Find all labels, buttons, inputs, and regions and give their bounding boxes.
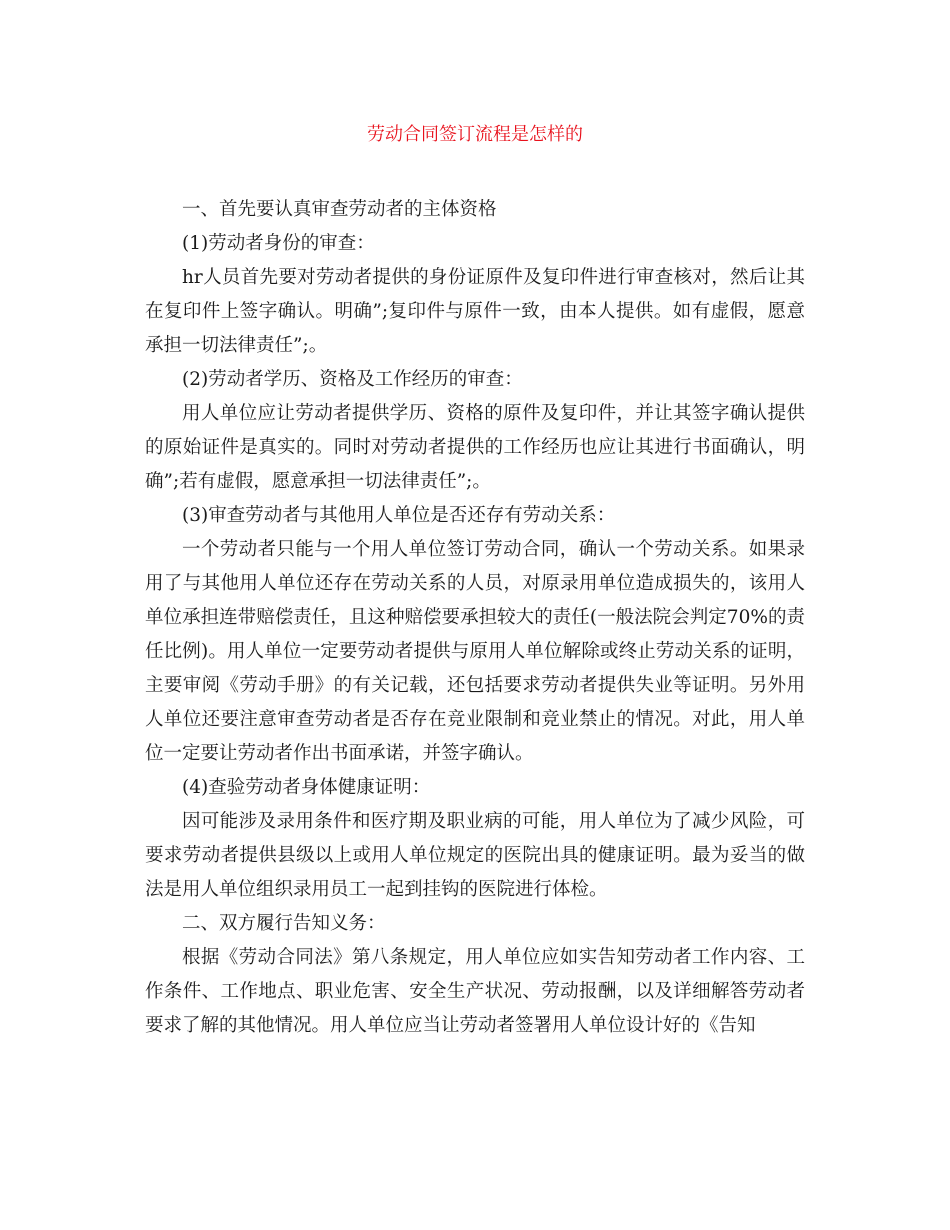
subheading-labor-relation-check: (3)审查劳动者与其他用人单位是否还存有劳动关系：: [182, 505, 616, 526]
section-heading-1: 一、首先要认真审查劳动者的主体资格: [182, 199, 497, 220]
subheading-identity-check: (1)劳动者身份的审查：: [182, 233, 375, 254]
document-title: 劳动合同签订流程是怎样的: [367, 124, 583, 145]
document-body: [145, 193, 805, 1043]
subheading-qualification-check: (2)劳动者学历、资格及工作经历的审查：: [182, 369, 523, 390]
subheading-health-check: (4)查验劳动者身体健康证明：: [182, 777, 431, 798]
paragraph-qualification-check: 用人单位应让劳动者提供学历、资格的原件及复印件，并让其签字确认提供的原始证件是真实的。同时对劳动者提供的工作经历也应让其进行书面确认，明确”;若有虚假，愿意承担一切法律责任”;。: [145, 403, 805, 492]
section-heading-2: 二、双方履行告知义务：: [182, 913, 386, 934]
paragraph-notification-duty: 根据《劳动合同法》第八条规定，用人单位应如实告知劳动者工作内容、工作条件、工作地点、职业危害、安全生产状况、劳动报酬，以及详细解答劳动者要求了解的其他情况。用人单位应当让劳动者签署用人单位设计好的《告知: [145, 947, 805, 1036]
paragraph-identity-check: hr人员首先要对劳动者提供的身份证原件及复印件进行审查核对，然后让其在复印件上签字确认。明确”;复印件与原件一致，由本人提供。如有虚假，愿意承担一切法律责任”;。: [145, 267, 805, 356]
paragraph-labor-relation-check: 一个劳动者只能与一个用人单位签订劳动合同，确认一个劳动关系。如果录用了与其他用人单位还存在劳动关系的人员，对原录用单位造成损失的，该用人单位承担连带赔偿责任，且这种赔偿要承担较大的责任(一般法院会判定70%的责任比例)。用人单位一定要劳动者提供与原用人单位解除或终止劳动关系的证明，主要审阅《劳动手册》的有关记载，还包括要求劳动者提供失业等证明。另外用人单位还要注意审查劳动者是否存在竞业限制和竞业禁止的情况。对此，用人单位一定要让劳动者作出书面承诺，并签字确认。: [145, 539, 805, 764]
paragraph-health-check: 因可能涉及录用条件和医疗期及职业病的可能，用人单位为了减少风险，可要求劳动者提供县级以上或用人单位规定的医院出具的健康证明。最为妥当的做法是用人单位组织录用员工一起到挂钩的医院进行体检。: [145, 811, 805, 900]
